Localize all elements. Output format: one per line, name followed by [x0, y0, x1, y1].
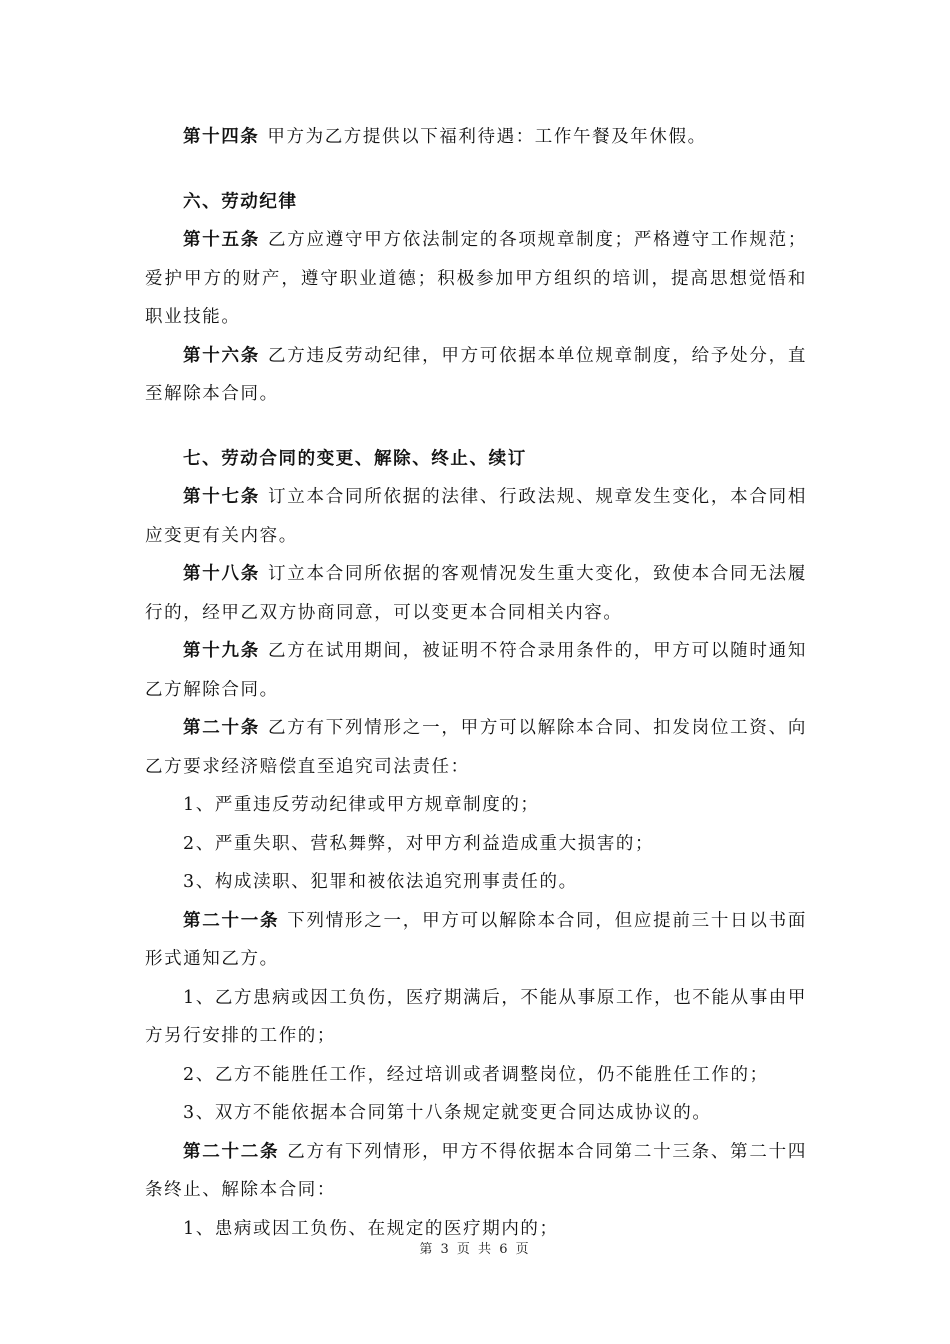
- article-text: 甲方为乙方提供以下福利待遇：工作午餐及年休假。: [267, 127, 707, 147]
- article-text: 订立本合同所依据的客观情况发生重大变化，致使本合同无法履行的，经甲乙双方协商同意，可以变更本合同相关内容。: [145, 564, 807, 623]
- article-text: 乙方违反劳动纪律，甲方可依据本单位规章制度，给予处分，直至解除本合同。: [145, 345, 807, 404]
- article-label: 第十五条: [183, 230, 261, 250]
- article-label: 第二十条: [183, 718, 261, 738]
- article-text: 下列情形之一，甲方可以解除本合同，但应提前三十日以书面形式通知乙方。: [145, 910, 808, 969]
- article-text: 乙方有下列情形，甲方不得依据本合同第二十三条、第二十四条终止、解除本合同：: [145, 1141, 808, 1200]
- list-item: 1、乙方患病或因工负伤，医疗期满后，不能从事原工作，也不能从事由甲方另行安排的工作的；: [145, 987, 807, 1046]
- list-item: 3、双方不能依据本合同第十八条规定就变更合同达成协议的。: [183, 1103, 712, 1123]
- article-text: 乙方应遵守甲方依法制定的各项规章制度；严格遵守工作规范；爱护甲方的财产，遵守职业道德；积极参加甲方组织的培训，提高思想觉悟和职业技能。: [145, 230, 807, 327]
- article-label: 第十七条: [183, 487, 261, 507]
- article-label: 第十四条: [183, 127, 260, 147]
- section-gap: [145, 157, 807, 183]
- contract-page-body: [145, 118, 807, 1248]
- section-heading: 六、劳动纪律: [183, 191, 298, 212]
- article-paragraph: [145, 555, 807, 632]
- article-paragraph: [145, 902, 807, 979]
- list-item: 3、构成渎职、犯罪和被依法追究刑事责任的。: [183, 872, 578, 892]
- article-paragraph: [145, 221, 807, 337]
- article-paragraph: [145, 478, 807, 555]
- article-label: 第十八条: [183, 564, 261, 584]
- article-paragraph: [145, 632, 807, 709]
- list-item: 2、严重失职、营私舞弊，对甲方利益造成重大损害的；: [183, 833, 655, 854]
- article-paragraph: [145, 337, 807, 414]
- article-text: 乙方在试用期间，被证明不符合录用条件的，甲方可以随时通知乙方解除合同。: [145, 641, 807, 700]
- article-label: 第十九条: [183, 641, 261, 661]
- article-label: 第二十二条: [183, 1141, 280, 1162]
- section-gap: [145, 414, 807, 440]
- article-text: 订立本合同所依据的法律、行政法规、规章发生变化，本合同相应变更有关内容。: [145, 487, 807, 546]
- page-number-footer: 第 3 页 共 6 页: [419, 1242, 531, 1257]
- list-item: 1、严重违反劳动纪律或甲方规章制度的；: [183, 795, 540, 815]
- article-label: 第二十一条: [183, 910, 280, 931]
- article-paragraph: [145, 1133, 807, 1210]
- article-paragraph: [145, 118, 807, 157]
- section-heading: 七、劳动合同的变更、解除、终止、续订: [183, 448, 527, 469]
- list-item: 1、患病或因工负伤、在规定的医疗期内的；: [183, 1218, 559, 1239]
- article-paragraph: [145, 709, 807, 786]
- article-text: 乙方有下列情形之一，甲方可以解除本合同、扣发岗位工资、向乙方要求经济赔偿直至追究司法责任：: [145, 718, 807, 777]
- list-item: 2、乙方不能胜任工作，经过培训或者调整岗位，仍不能胜任工作的；: [183, 1064, 769, 1085]
- article-label: 第十六条: [183, 345, 261, 366]
